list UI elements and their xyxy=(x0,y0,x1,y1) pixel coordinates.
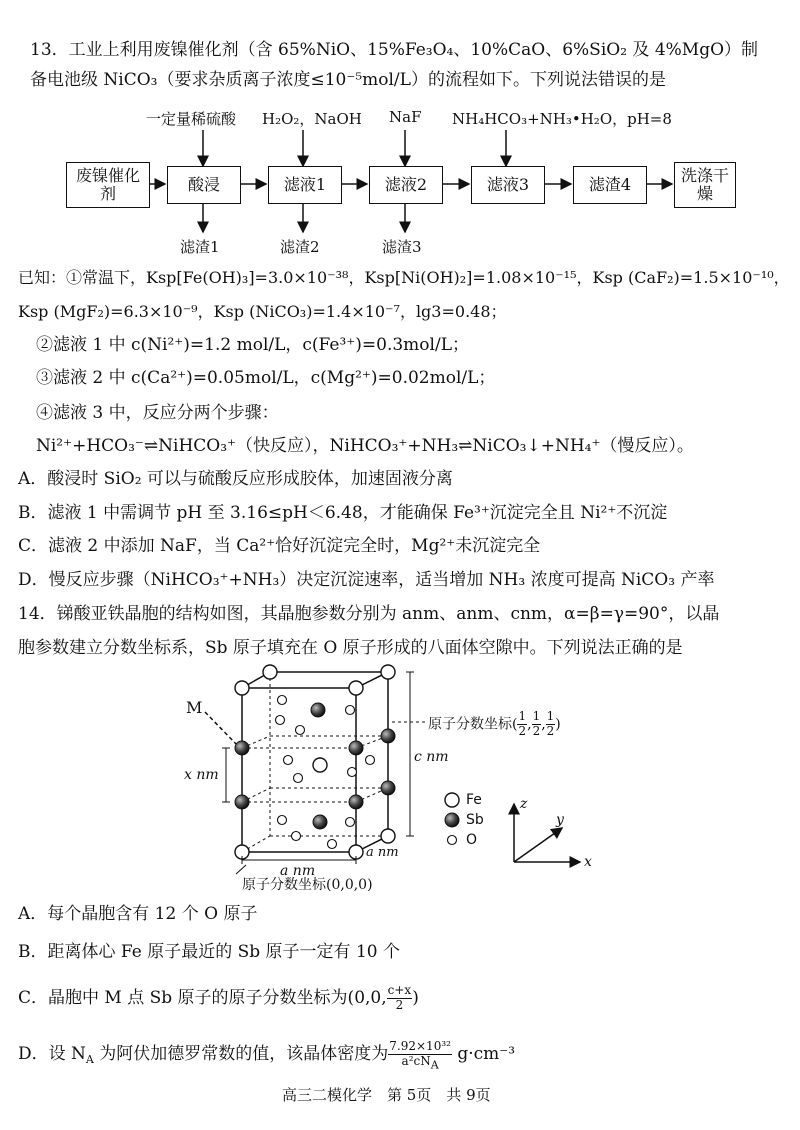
reagent-h2o2-naoh: H₂O₂，NaOH xyxy=(262,110,362,128)
axis-y-label: y xyxy=(556,812,564,828)
reagent-naf: NaF xyxy=(389,108,422,126)
legend-sb-label: Sb xyxy=(466,812,484,828)
label-a-nm-side: a nm xyxy=(366,845,399,860)
q13-option-b: B．滤液 1 中需调节 pH 至 3.16≤pH＜6.48，才能确保 Fe³⁺沉淀完全且 Ni²⁺不沉淀 xyxy=(18,503,668,523)
flowchart-arrows xyxy=(0,0,800,260)
q14-option-c: C．晶胞中 M 点 Sb 原子的原子分数坐标为(0,0, $\frac{c+x}{2}$ ) xyxy=(18,983,419,1012)
crystal-cell-figure xyxy=(170,660,630,893)
label-x-nm: x nm xyxy=(184,767,219,783)
q13-stem-line2: 备电池级 NiCO₃（要求杂质离子浓度≤10⁻⁵mol/L）的流程如下。下列说法错误的是 xyxy=(30,70,666,90)
box-wash-dry: 洗涤干燥 xyxy=(674,162,736,208)
legend-sb-marker xyxy=(445,813,459,827)
q13-known-4: ③滤液 2 中 c(Ca²⁺)=0.05mol/L，c(Mg²⁺)=0.02mol/L； xyxy=(36,368,496,388)
q13-stem-line1: 13．工业上利用废镍催化剂（含 65%NiO、15%Fe₃O₄、10%CaO、6%SiO₂ 及 4%MgO）制 xyxy=(30,40,759,60)
q14-stem-line2: 胞参数建立分数坐标系，Sb 原子填充在 O 原子形成的八面体空隙中。下列说法正确的是 xyxy=(18,638,683,658)
legend-o-label: O xyxy=(466,832,478,848)
box-filtrate-2: 滤液2 xyxy=(369,166,443,204)
label-a-nm-bottom: a nm xyxy=(280,863,316,879)
q13-known-6: Ni²⁺+HCO₃⁻⇌NiHCO₃⁺（快反应），NiHCO₃⁺+NH₃⇌NiCO₃↓+NH₄⁺（慢反应）。 xyxy=(36,436,694,456)
axis-z-label: z xyxy=(520,796,528,812)
label-center-coordinate: 原子分数坐标( $\frac{1}{2}$ , $\frac{1}{2}$ , $\frac{1}{2}$ ) xyxy=(428,709,561,738)
q13-option-a: A．酸浸时 SiO₂ 可以与硫酸反应形成胶体，加速固液分离 xyxy=(18,469,453,489)
q13-option-c: C．滤液 2 中添加 NaF，当 Ca²⁺恰好沉淀完全时，Mg²⁺未沉淀完全 xyxy=(18,536,541,556)
legend-fe-label: Fe xyxy=(466,792,482,808)
q14-stem-line1: 14．锑酸亚铁晶胞的结构如图，其晶胞参数分别为 anm、anm、cnm，α=β=γ=90°，以晶 xyxy=(18,604,720,624)
q14-option-a: A．每个晶胞含有 12 个 O 原子 xyxy=(18,904,258,924)
q14-option-d: D．设 $N_A$ 为阿伏加德罗常数的值，该晶体密度为 $\frac{\text{7.92×10³²}}{a^2cN_A}$ g·cm⁻³ xyxy=(18,1039,516,1072)
box-filtrate-3: 滤液3 xyxy=(471,166,545,204)
q13-known-1: 已知：①常温下，Ksp[Fe(OH)₃]=3.0×10⁻³⁸，Ksp[Ni(OH)₂]=1.08×10⁻¹⁵，Ksp (CaF₂)=1.5×10⁻¹⁰， xyxy=(18,268,790,287)
q13-known-3: ②滤液 1 中 c(Ni²⁺)=1.2 mol/L，c(Fe³⁺)=0.3mol/L； xyxy=(36,335,469,355)
crystal-cell-drawing xyxy=(170,660,630,893)
reagent-nh4hco3: NH₄HCO₃+NH₃•H₂O，pH=8 xyxy=(452,110,672,128)
legend-o-marker xyxy=(448,836,457,845)
reagent-dilute-sulfuric-acid: 一定量稀硫酸 xyxy=(146,110,237,128)
legend-fe-marker xyxy=(445,793,459,807)
page-footer: 高三二模化学 第 5页 共 9页 xyxy=(282,1086,491,1104)
q13-known-2: Ksp (MgF₂)=6.3×10⁻⁹，Ksp (NiCO₃)=1.4×10⁻⁷，lg3=0.48； xyxy=(18,302,507,321)
q14-option-b: B．距离体心 Fe 原子最近的 Sb 原子一定有 10 个 xyxy=(18,942,401,962)
box-filtrate-1: 滤液1 xyxy=(268,166,342,204)
residue-2: 滤渣2 xyxy=(280,238,320,256)
label-c-nm: c nm xyxy=(414,749,449,765)
q13-option-d: D．慢反应步骤（NiHCO₃⁺+NH₃）决定沉淀速率，适当增加 NH₃ 浓度可提高 NiCO₃ 产率 xyxy=(18,570,715,590)
label-m: M xyxy=(186,698,203,717)
axis-x-label: x xyxy=(584,854,592,870)
box-waste-catalyst: 废镍催化剂 xyxy=(66,162,150,208)
label-origin-coordinate: 原子分数坐标(0,0,0) xyxy=(242,877,373,893)
residue-3: 滤渣3 xyxy=(382,238,422,256)
q13-flowchart xyxy=(0,0,800,260)
q13-known-5: ④滤液 3 中，反应分两个步骤： xyxy=(36,403,279,423)
box-residue-4: 滤渣4 xyxy=(573,166,647,204)
residue-1: 滤渣1 xyxy=(180,238,220,256)
box-acid-leach: 酸浸 xyxy=(167,166,241,204)
